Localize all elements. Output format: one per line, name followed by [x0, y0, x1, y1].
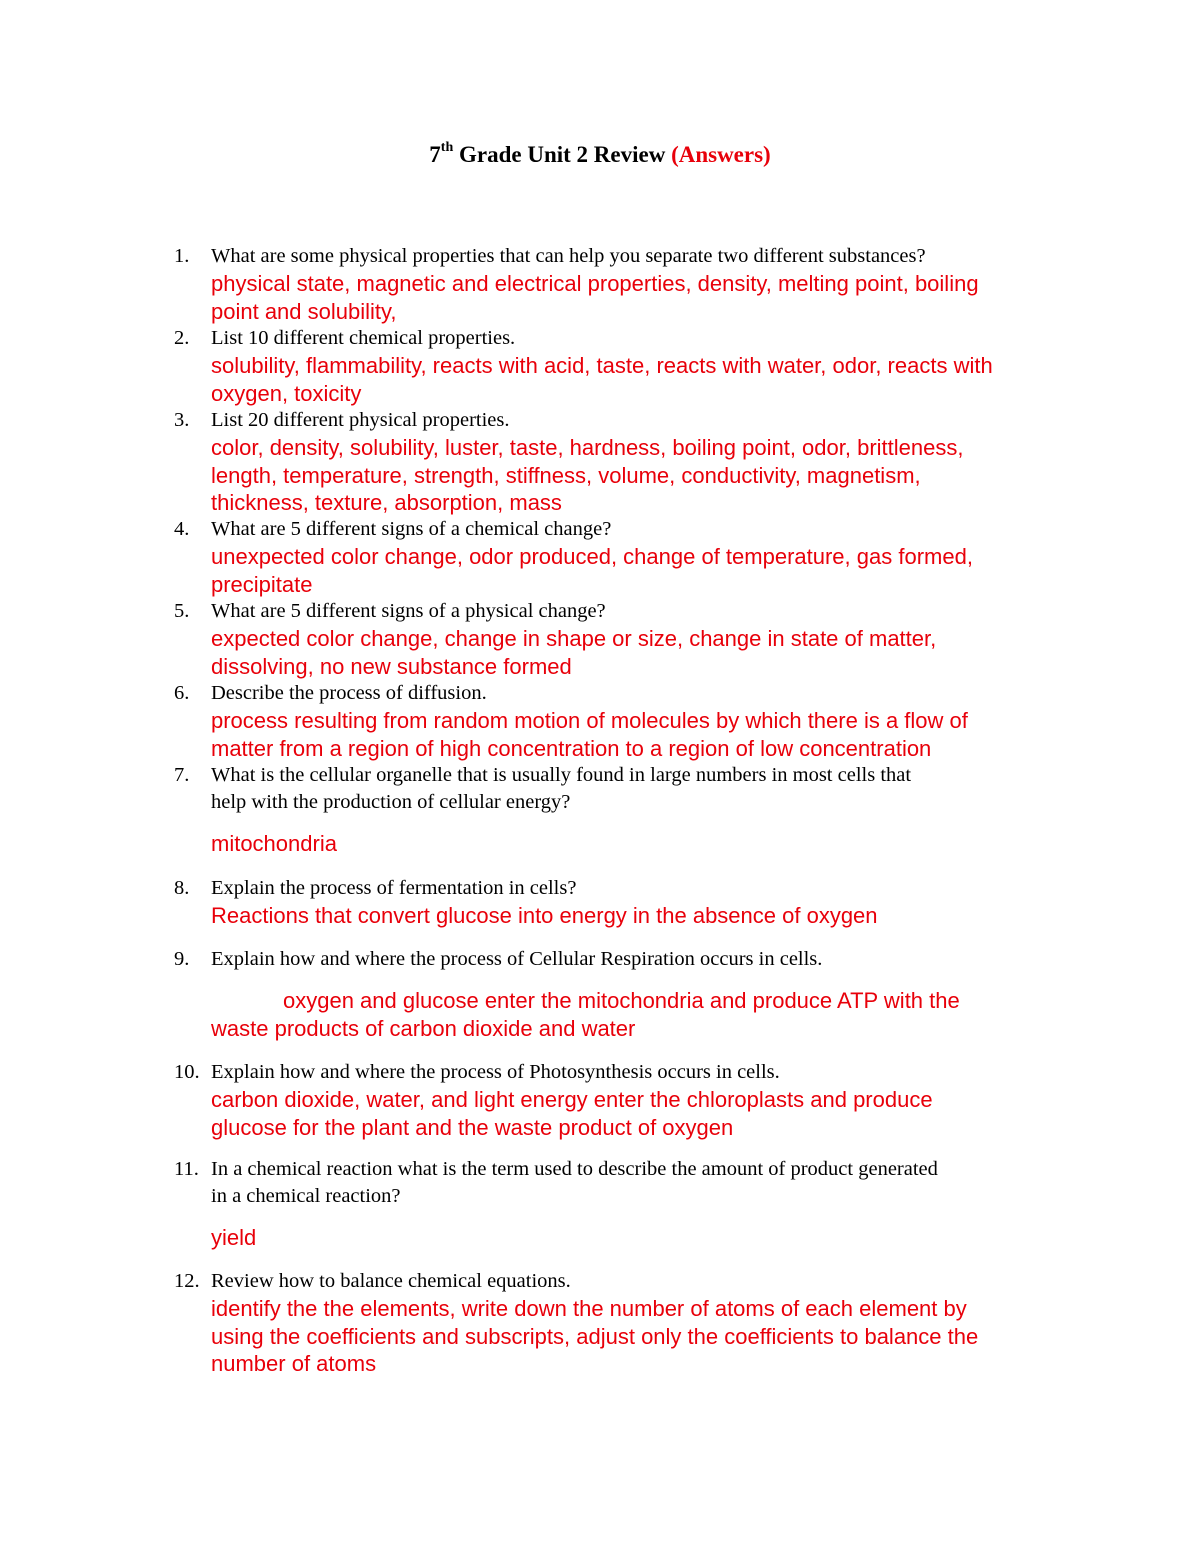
answer-text: length, temperature, strength, stiffness, volume, conductivity, magnetism,	[211, 462, 921, 488]
question-number: 2.	[174, 327, 190, 349]
question-number: 11.	[174, 1158, 199, 1180]
question-number: 6.	[174, 682, 190, 704]
question-number: 4.	[174, 518, 190, 540]
answer-text: oxygen, toxicity	[211, 380, 362, 406]
question-text: in a chemical reaction?	[211, 1185, 401, 1207]
answer-text: waste products of carbon dioxide and water	[211, 1015, 636, 1041]
question-text: Review how to balance chemical equations.	[211, 1270, 571, 1292]
answer-text: thickness, texture, absorption, mass	[211, 490, 562, 515]
title-text: Grade Unit 2 Review	[453, 142, 672, 167]
question-text: What are some physical properties that can help you separate two different substances?	[211, 245, 926, 267]
question-text: Explain the process of fermentation in cells?	[211, 877, 577, 899]
answer-text: solubility, flammability, reacts with acid, taste, reacts with water, odor, reacts with	[211, 353, 993, 378]
question-text: Explain how and where the process of Cellular Respiration occurs in cells.	[211, 948, 823, 970]
answer-text: number of atoms	[211, 1351, 377, 1376]
question-number: 3.	[174, 409, 190, 431]
answer-text: oxygen and glucose enter the mitochondria and produce ATP with the	[283, 988, 960, 1013]
question-text: What are 5 different signs of a chemical change?	[211, 518, 612, 540]
answer-text: precipitate	[211, 571, 313, 597]
title-answers-label: (Answers)	[671, 142, 771, 167]
question-text: List 10 different chemical properties.	[211, 327, 516, 349]
answer-text: color, density, solubility, luster, taste, hardness, boiling point, odor, brittleness,	[211, 435, 964, 460]
answer-text: matter from a region of high concentration to a region of low concentration	[211, 735, 932, 761]
question-text: Describe the process of diffusion.	[211, 682, 487, 704]
question-text: Explain how and where the process of Photosynthesis occurs in cells.	[211, 1061, 780, 1083]
answer-text: physical state, magnetic and electrical properties, density, melting point, boiling	[211, 271, 979, 296]
answer-text: using the coefficients and subscripts, adjust only the coefficients to balance the	[211, 1323, 979, 1349]
question-text: help with the production of cellular energy?	[211, 791, 571, 813]
answer-text: carbon dioxide, water, and light energy enter the chloroplasts and produce	[211, 1087, 933, 1112]
answer-text: expected color change, change in shape or size, change in state of matter,	[211, 626, 937, 651]
question-number: 10.	[174, 1061, 200, 1083]
question-number: 12.	[174, 1270, 200, 1292]
answer-text: yield	[211, 1225, 257, 1250]
question-text: What is the cellular organelle that is usually found in large numbers in most cells that	[211, 764, 912, 786]
question-number: 7.	[174, 764, 190, 786]
title-ordinal-suffix: th	[440, 140, 454, 156]
answer-text: glucose for the plant and the waste product of oxygen	[211, 1114, 734, 1140]
question-text: What are 5 different signs of a physical change?	[211, 600, 606, 622]
answer-text: dissolving, no new substance formed	[211, 653, 572, 679]
page-title	[0, 142, 1200, 168]
question-number: 9.	[174, 948, 190, 970]
title-number: 7	[429, 142, 441, 167]
answer-text: identify the the elements, write down the number of atoms of each element by	[211, 1296, 967, 1321]
question-number: 5.	[174, 600, 190, 622]
answer-text: point and solubility,	[211, 298, 397, 324]
question-text: List 20 different physical properties.	[211, 409, 510, 431]
answer-text: Reactions that convert glucose into energy in the absence of oxygen	[211, 903, 878, 928]
question-text: In a chemical reaction what is the term used to describe the amount of product generated	[211, 1158, 938, 1180]
answer-text: mitochondria	[211, 831, 337, 856]
question-number: 1.	[174, 245, 190, 267]
answer-text: process resulting from random motion of molecules by which there is a flow of	[211, 708, 968, 733]
answer-text: unexpected color change, odor produced, change of temperature, gas formed,	[211, 544, 973, 569]
question-number: 8.	[174, 877, 190, 899]
